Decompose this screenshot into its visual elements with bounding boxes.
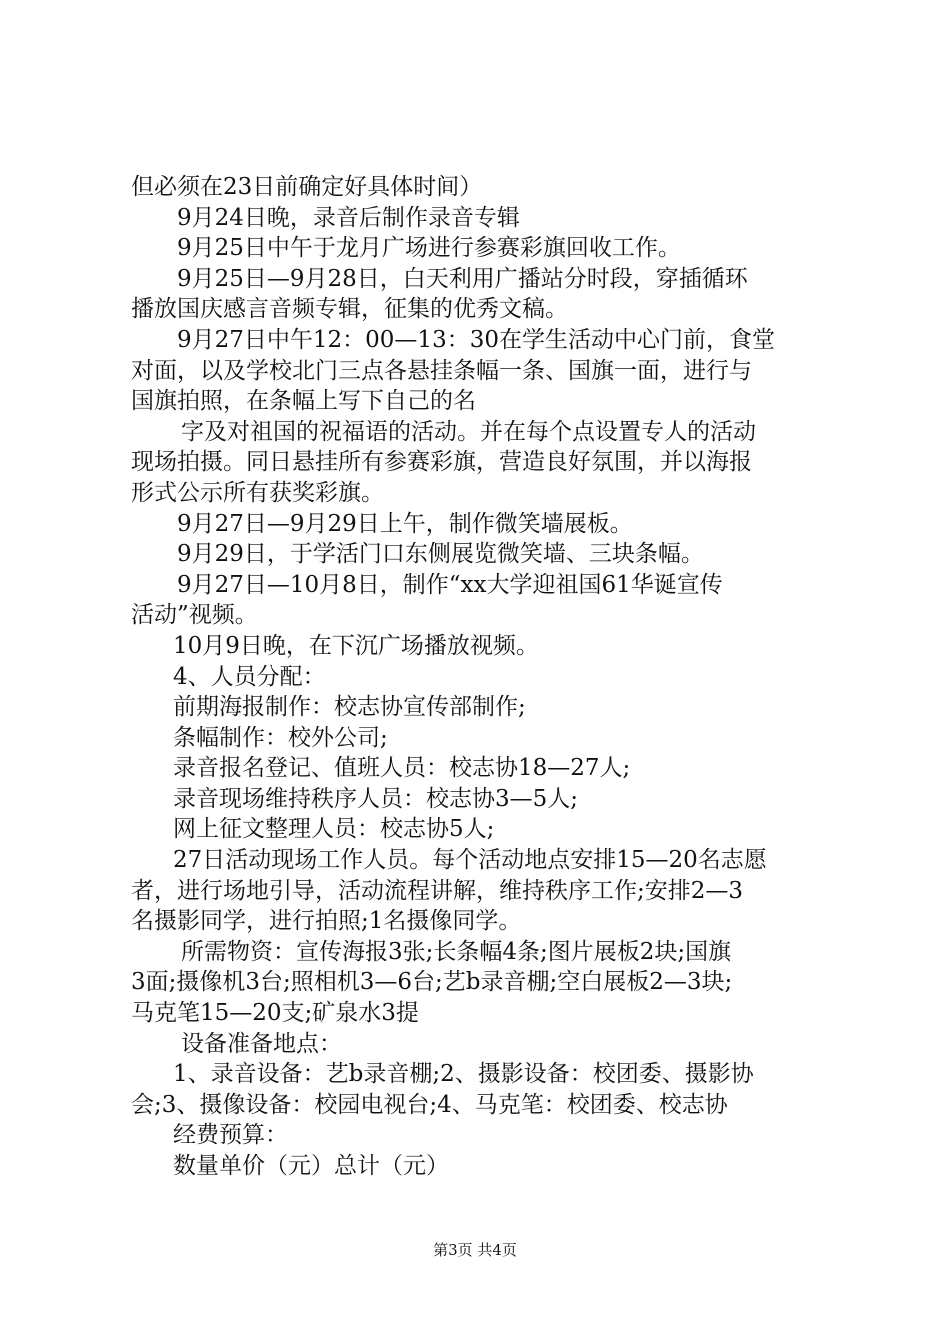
text-line: 会;3、摄像设备：校园电视台;4、马克笔：校团委、校志协 [131,1091,728,1118]
text-line: 字及对祖国的祝福语的活动。并在每个点设置专人的活动 [181,418,756,445]
text-line: 9月27日—9月29日上午，制作微笑墙展板。 [177,510,633,537]
text-line: 9月25日中午于龙月广场进行参赛彩旗回收工作。 [177,235,681,262]
text-line: 马克笔15—20支;矿泉水3提 [131,1000,419,1027]
text-line: 所需物资：宣传海报3张;长条幅4条;图片展板2块;国旗 [181,938,732,965]
document-body [131,172,831,1182]
text-line: 设备准备地点： [181,1030,342,1057]
text-line: 10月9日晚，在下沉广场播放视频。 [173,632,539,659]
text-line: 网上征文整理人员：校志协5人; [173,816,495,843]
text-line: 播放国庆感言音频专辑，征集的优秀文稿。 [131,296,568,323]
text-line: 录音现场维持秩序人员：校志协3—5人; [173,785,579,812]
text-line: 经费预算： [173,1122,288,1149]
text-line: 现场拍摄。同日悬挂所有参赛彩旗，营造良好氛围，并以海报 [131,449,752,476]
text-line: 9月24日晚，录音后制作录音专辑 [177,204,520,231]
text-line: 条幅制作：校外公司; [173,724,388,751]
text-line: 9月25日—9月28日，白天利用广播站分时段，穿插循环 [177,265,748,292]
text-line: 4、人员分配： [173,663,326,690]
text-line: 数量单价（元）总计（元） [173,1153,449,1179]
text-line: 但必须在23日前确定好具体时间） [131,174,483,200]
text-line: 9月27日中午12：00—13：30在学生活动中心门前，食堂 [177,326,775,353]
text-line: 名摄影同学，进行拍照;1名摄像同学。 [131,908,522,935]
page-footer: 第3页 共4页 [433,1241,517,1259]
text-line: 9月29日，于学活门口东侧展览微笑墙、三块条幅。 [177,541,704,568]
text-line: 3面;摄像机3台;照相机3—6台;艺b录音棚;空白展板2—3块; [131,969,733,996]
text-line: 前期海报制作：校志协宣传部制作; [173,694,526,721]
text-line: 对面，以及学校北门三点各悬挂条幅一条、国旗一面，进行与 [131,357,752,384]
text-line: 者，进行场地引导，活动流程讲解，维持秩序工作;安排2—3 [131,877,744,904]
text-line: 9月27日—10月8日，制作“xx大学迎祖国61华诞宣传 [177,571,723,598]
text-line: 1、录音设备：艺b录音棚;2、摄影设备：校团委、摄影协 [173,1061,754,1088]
text-line: 录音报名登记、值班人员：校志协18—27人; [173,755,631,782]
text-line: 27日活动现场工作人员。每个活动地点安排15—20名志愿 [173,847,767,874]
text-line: 活动”视频。 [131,602,258,629]
text-line: 形式公示所有获奖彩旗。 [131,479,384,506]
text-line: 国旗拍照，在条幅上写下自己的名 [131,388,476,415]
